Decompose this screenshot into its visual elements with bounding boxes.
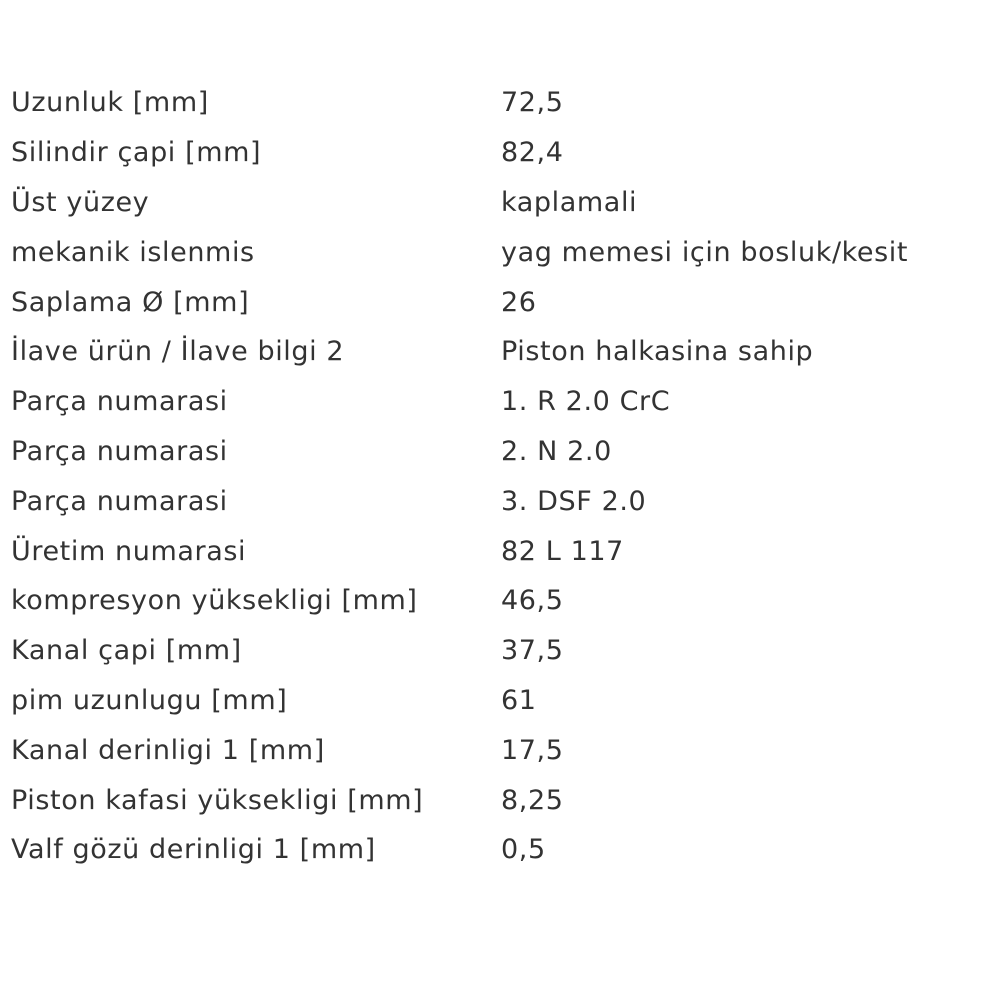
spec-row bbox=[11, 178, 991, 228]
spec-row bbox=[11, 676, 991, 726]
spec-label: Uzunluk [mm] bbox=[11, 87, 209, 119]
spec-label: mekanik islenmis bbox=[11, 236, 255, 268]
spec-value: kaplamali bbox=[501, 186, 638, 218]
spec-row bbox=[11, 327, 991, 377]
spec-value: 1. R 2.0 CrC bbox=[501, 386, 671, 418]
spec-label: kompresyon yüksekligi [mm] bbox=[11, 585, 418, 617]
spec-label: Üst yüzey bbox=[11, 186, 150, 218]
spec-label: İlave ürün / İlave bilgi 2 bbox=[11, 336, 345, 368]
spec-label: Silindir çapi [mm] bbox=[11, 137, 262, 169]
spec-row bbox=[11, 277, 991, 327]
spec-row bbox=[11, 78, 991, 128]
spec-value: 61 bbox=[501, 684, 537, 716]
spec-label: Üretim numarasi bbox=[11, 535, 247, 567]
spec-value: Piston halkasina sahip bbox=[501, 336, 814, 368]
spec-value: 17,5 bbox=[501, 734, 564, 766]
spec-value: 82 L 117 bbox=[501, 535, 624, 567]
spec-value: 3. DSF 2.0 bbox=[501, 485, 647, 517]
spec-row bbox=[11, 775, 991, 825]
spec-label: Kanal derinligi 1 [mm] bbox=[11, 734, 325, 766]
spec-value: 37,5 bbox=[501, 635, 564, 667]
spec-row bbox=[11, 227, 991, 277]
spec-label: Parça numarasi bbox=[11, 386, 228, 418]
spec-label: Parça numarasi bbox=[11, 435, 228, 467]
spec-value: yag memesi için bosluk/kesit bbox=[501, 236, 909, 268]
spec-row bbox=[11, 626, 991, 676]
spec-row bbox=[11, 427, 991, 477]
spec-row bbox=[11, 476, 991, 526]
spec-value: 0,5 bbox=[501, 834, 546, 866]
spec-value: 2. N 2.0 bbox=[501, 435, 612, 467]
spec-row bbox=[11, 576, 991, 626]
spec-row bbox=[11, 825, 991, 875]
spec-table bbox=[11, 78, 991, 875]
spec-value: 26 bbox=[501, 286, 537, 318]
spec-row bbox=[11, 526, 991, 576]
spec-value: 8,25 bbox=[501, 784, 564, 816]
spec-label: pim uzunlugu [mm] bbox=[11, 684, 288, 716]
spec-value: 82,4 bbox=[501, 137, 564, 169]
spec-label: Parça numarasi bbox=[11, 485, 228, 517]
spec-label: Piston kafasi yüksekligi [mm] bbox=[11, 784, 424, 816]
spec-value: 46,5 bbox=[501, 585, 564, 617]
spec-label: Kanal çapi [mm] bbox=[11, 635, 242, 667]
spec-row bbox=[11, 725, 991, 775]
spec-label: Saplama Ø [mm] bbox=[11, 286, 250, 318]
spec-label: Valf gözü derinligi 1 [mm] bbox=[11, 834, 376, 866]
spec-value: 72,5 bbox=[501, 87, 564, 119]
spec-row bbox=[11, 128, 991, 178]
spec-row bbox=[11, 377, 991, 427]
